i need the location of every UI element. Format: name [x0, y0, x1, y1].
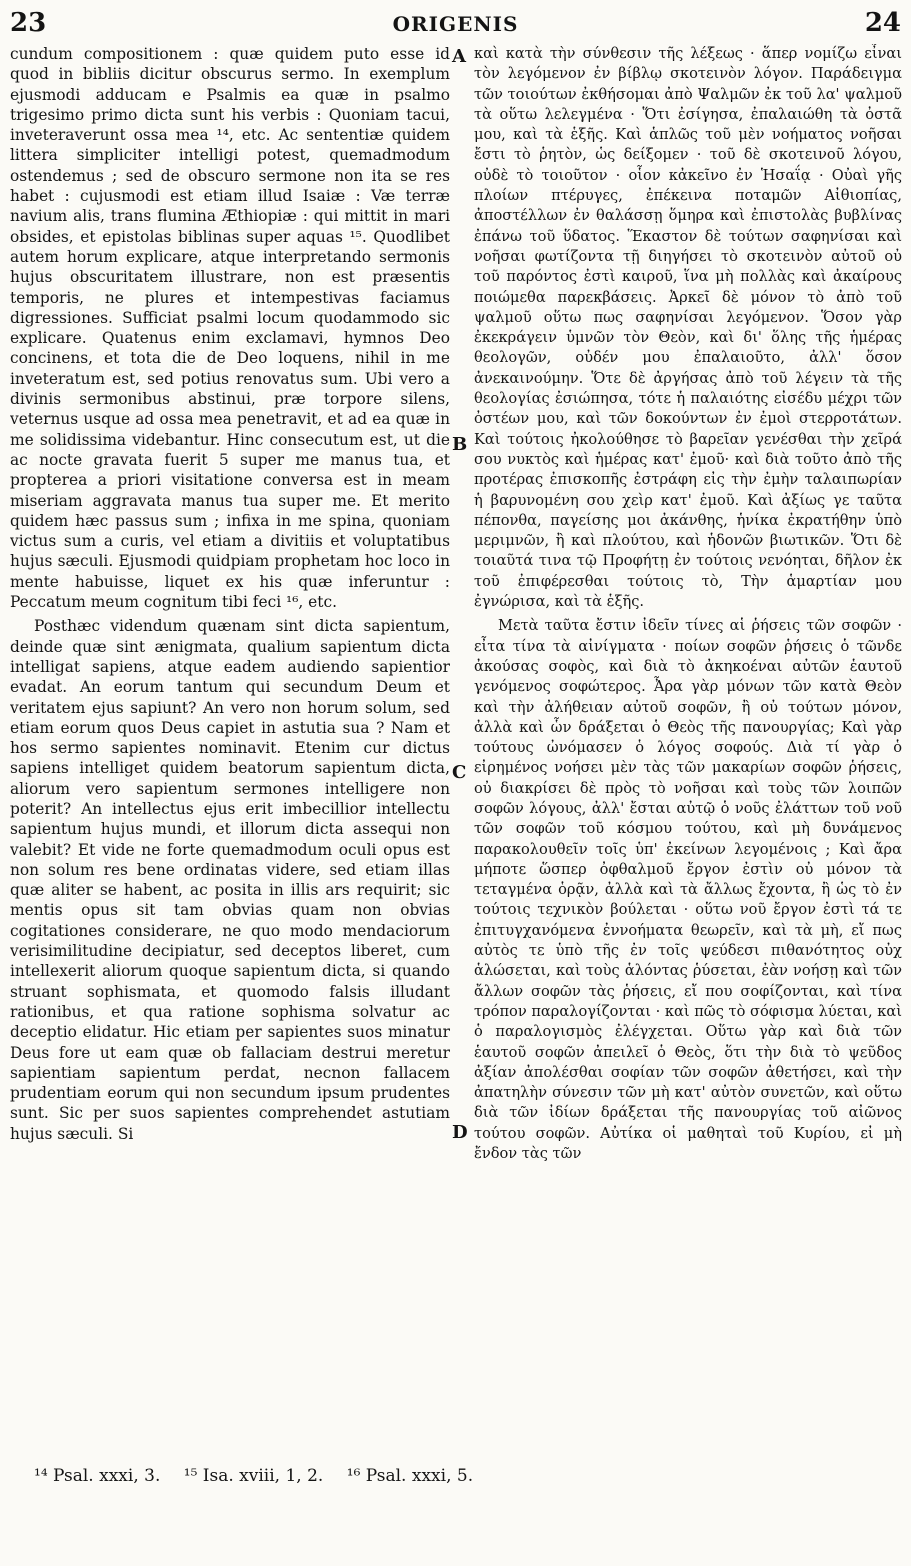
latin-paragraph-2: Posthæc videndum quænam sint dicta sapientum, deinde quæ sint ænigmata, qualium sapientum dicta intelligat sapiens, atque eadem audiendo sapientior evadat. An eorum tantum qui secundum Deum et veritatem ejus sapiunt? An vero non horum solum, sed etiam eorum quos Deus capiet in astutia sua ? Nam et hos sermo sapientes nominavit. Etenim cur dictus sapiens intelliget quidem beatorum sapientum dicta, aliorum vero sapientum sermones intelligere non poterit? An intellectus ejus erit imbecillior intellectu sapientum hujus mundi, et illorum dicta assequi non valebit? Et vide ne forte quemadmodum oculi opus est non solum res bene ordinatas videre, sed etiam illas quæ aliter se habent, ac posita in illis ars requirit; sic mentis opus sit tam obvias quam non obvias cogitationes considerare, ne quo modo mendaciorum verisimilitudine decipiatur, sed deceptos liberet, cum intellexerit aliorum quoque sapientum dicta, si quando struant sophismata, et quomodo falsis illudant rationibus, et qua ratione sophisma solvatur ac deceptio elidatur. Hic etiam per sapientes suos minatur Deus fore ut eam quæ ob fallaciam destrui meretur sapientiam sapientum perdat, necnon fallacem prudentiam eorum qui non secundum ipsum prudentes sunt. Sic per suos sapientes comprehendet astutiam hujus sæculi. Si — [10, 617, 450, 1143]
margin-letter-c: C — [452, 762, 467, 783]
latin-paragraph-1: cundum compositionem : quæ quidem puto esse id quod in bibliis dicitur obscurus sermo. In exemplum ejusmodi adducam e Psalmis ea quæ in psalmo trigesimo primo dicta sunt his verbis : Quoniam tacui, inveteraverunt ossa mea ¹⁴, etc. Ac sententiæ quidem littera simpliciter intelligi potest, quemadmodum ostendemus ; sed de obscuro sermone non ita se res habet : cujusmodi est etiam illud Isaiæ : Væ terræ navium alis, trans flumina Æthiopiæ : qui mittit in mari obsides, et epistolas biblinas super aquas ¹⁵. Quodlibet autem horum explicare, atque interpretando sermonis hujus obscuritatem illustrare, non est præsentis temporis, ne plures et intempestivas faciamus digressiones. Sufficiat psalmi locum quodammodo sic explicare. Quatenus enim exclamavi, hymnos Deo concinens, et tota die de Deo loquens, nihil in me inveteratum est, sed potius renovatus sum. Ubi vero a divinis sermonibus abstinui, præ torpore silens, veternus usque ad ossa mea penetravit, et ad ea quæ in me solidissima videbantur. Hinc consecutum est, ut die ac nocte gravata fuerit 5 super me manus tua, et propterea a priori visitatione conversa est in meam miseriam aggravata manus tua super me. Et merito quidem hæc passus sum ; infixa in me spina, quoniam victus sum a curis, vel etiam a divitiis et voluptatibus hujus sæculi. Ejusmodi quidpiam prophetam hoc loco in mente habuisse, liquet ex his quæ inferuntur : Peccatum meum cognitum tibi feci ¹⁶, etc. — [10, 45, 450, 612]
footnotes — [34, 1466, 634, 1486]
latin-column — [10, 44, 450, 1444]
greek-column — [474, 44, 902, 1444]
margin-letter-d: D — [452, 1122, 468, 1143]
page-number-right: 24 — [864, 8, 901, 38]
running-header — [0, 0, 911, 40]
footnote-15: ¹⁵ Isa. xviii, 1, 2. — [183, 1466, 324, 1486]
greek-paragraph-2: Μετὰ ταῦτα ἔστιν ἰδεῖν τίνες αἱ ῥήσεις τῶν σοφῶν · εἶτα τίνα τὰ αἰνίγματα · ποίων σοφῶν ῥήσεις ὁ τῶνδε ἀκούσας σοφὸς, καὶ διὰ τὸ ἀκηκοέναι αὐτῶν ἑαυτοῦ γενόμενος σοφώτερος. Ἆρα γὰρ μόνων τῶν κατὰ Θεὸν καὶ τὴν ἀλήθειαν αὐτοῦ σοφῶν, ἢ οὐ τούτων μόνον, ἀλλὰ καὶ ὧν δράξεται ὁ Θεὸς τῆς πανουργίας; Καὶ γὰρ τούτους ὠνόμασεν ὁ λόγος σοφούς. Διὰ τί γὰρ ὁ εἰρημένος νοήσει μὲν τὰς τῶν μακαρίων σοφῶν ῥήσεις, οὐ διακρίσει δὲ πρὸς τὸ νοῆσαι καὶ τοὺς τῶν λοιπῶν σοφῶν λόγους, ἀλλ' ἔσται αὐτῷ ὁ νοῦς ἐλάττων τοῦ νοῦ τῶν σοφῶν τοῦ κόσμου τούτου, καὶ μὴ δυνάμενος παρακολουθεῖν τοῖς ὑπ' ἐκείνων λεγομένοις ; Καὶ ἄρα μήποτε ὥσπερ ὀφθαλμοῦ ἔργον ἐστὶν οὐ μόνον τὰ τεταγμένα ὁρᾷν, ἀλλὰ καὶ τὰ ἄλλως ἔχοντα, ἢ ὡς τὸ ἐν τούτοις τεχνικὸν βούλεται · οὕτω νοῦ ἔργον ἐστὶ τά τε ἐπιτυγχανόμενα ἐννοήματα θεωρεῖν, καὶ τὰ μὴ, εἴ πως αὐτὸς τε ὑπὸ τῆς ἐν τοῖς ψεύδεσι πιθανότητος οὐχ ἁλώσεται, καὶ τοὺς ἁλόντας ῥύσεται, ἐὰν νοήσῃ καὶ τῶν ἄλλων σοφῶν τὰς ῥήσεις, εἴ που σοφίζονται, καὶ τίνα τρόπον παραλογίζονται · καὶ πῶς τὸ σόφισμα λύεται, καὶ ὁ παραλογισμὸς ἐλέγχεται. Οὕτω γὰρ καὶ διὰ τῶν ἑαυτοῦ σοφῶν ἀπειλεῖ ὁ Θεὸς, ὅτι τὴν διὰ τὸ ψεῦδος ἀξίαν ἀπολέσθαι σοφίαν τῶν σοφῶν ἀθετήσει, καὶ τὴν ἀπατηλὴν σύνεσιν τῶν μὴ κατ' αὐτὸν συνετῶν, καὶ οὕτω διὰ τῶν ἰδίων δράξεται τῆς πανουργίας τοῦ αἰῶνος τούτου σοφῶν. Αὐτίκα οἱ μαθηταὶ τοῦ Κυρίου, εἰ μὴ ἔνδον τὰς τῶν — [474, 617, 902, 1163]
margin-letter-a: A — [452, 46, 466, 67]
margin-letter-b: B — [452, 434, 468, 455]
page-number-left: 23 — [10, 8, 47, 38]
footnote-14: ¹⁴ Psal. xxxi, 3. — [34, 1466, 161, 1486]
running-title: ORIGENIS — [392, 12, 519, 36]
footnote-16: ¹⁶ Psal. xxxi, 5. — [346, 1466, 474, 1486]
greek-paragraph-1: καὶ κατὰ τὴν σύνθεσιν τῆς λέξεως · ἅπερ νομίζω εἶναι τὸν λεγόμενον ἐν βίβλῳ σκοτεινὸν λόγον. Παράδειγμα τῶν τοιούτων ἐκθήσομαι ἀπὸ Ψαλμῶν ἐκ τοῦ λα' ψαλμοῦ τὰ οὕτω λελεγμένα · Ὅτι ἐσίγησα, ἐπαλαιώθη τὰ ὀστᾶ μου, καὶ τὰ ἑξῆς. Καὶ ἁπλῶς τοῦ μὲν νοήματος νοῆσαι ἔστι τὸ ῥητὸν, ὡς δείξομεν · τοῦ δὲ σκοτεινοῦ λόγου, οὐδὲ τὸ τοιοῦτον · οἷον κἀκεῖνο ἐν Ἡσαΐᾳ · Οὐαὶ γῆς πλοίων πτέρυγες, ἐπέκεινα ποταμῶν Αἰθιοπίας, ἀποστέλλων ἐν θαλάσσῃ ὅμηρα καὶ ἐπιστολὰς βυβλίνας ἐπάνω τοῦ ὕδατος. Ἕκαστον δὲ τούτων σαφηνίσαι καὶ νοῆσαι φωτίζοντα τῇ διηγήσει τὸ σκοτεινὸν αὐτοῦ οὐ τοῦ παρόντος ἐστὶ καιροῦ, ἵνα μὴ πολλὰς καὶ ἀκαίρους ποιώμεθα παρεκβάσεις. Ἀρκεῖ δὲ μόνον τὸ ἀπὸ τοῦ ψαλμοῦ οὕτω πως σαφηνίσαι λεγόμενον. Ὅσον γὰρ ἐκεκράγειν ὑμνῶν τὸν Θεὸν, καὶ δι' ὅλης τῆς ἡμέρας θεολογῶν, οὐδέν μου ἐπαλαιοῦτο, ἀλλ' ὅσον ἀνεκαινούμην. Ὅτε δὲ ἀργήσας ἀπὸ τοῦ λέγειν τὰ τῆς θεολογίας ἐσιώπησα, τότε ἡ παλαιότης εἰσέδυ μέχρι τῶν ὀστέων μου, καὶ τῶν δοκούντων ἐν ἐμοὶ στερροτάτων. Καὶ τούτοις ἠκολούθησε τὸ βαρεῖαν γενέσθαι τὴν χεῖρά σου νυκτὸς καὶ ἡμέρας κατ' ἐμοῦ· καὶ διὰ τοῦτο ἀπὸ τῆς προτέρας ἐπισκοπῆς ἐστράφη εἰς τὴν ἐμὴν ταλαιπωρίαν ἡ βαρυνομένη σου χεὶρ κατ' ἐμοῦ. Καὶ ἀξίως γε ταῦτα πέπονθα, παγείσης μοι ἀκάνθης, ἡνίκα ἐκρατήθην ὑπὸ μεριμνῶν, ἢ καὶ πλούτου, καὶ ἡδονῶν βιωτικῶν. Ὅτι δὲ τοιαῦτά τινα τῷ Προφήτῃ ἐν τούτοις νενόηται, δῆλον ἐκ τοῦ ἐπιφέρεσθαι τούτοις τὸ, Τὴν ἁμαρτίαν μου ἐγνώρισα, καὶ τὰ ἑξῆς. — [474, 45, 902, 611]
